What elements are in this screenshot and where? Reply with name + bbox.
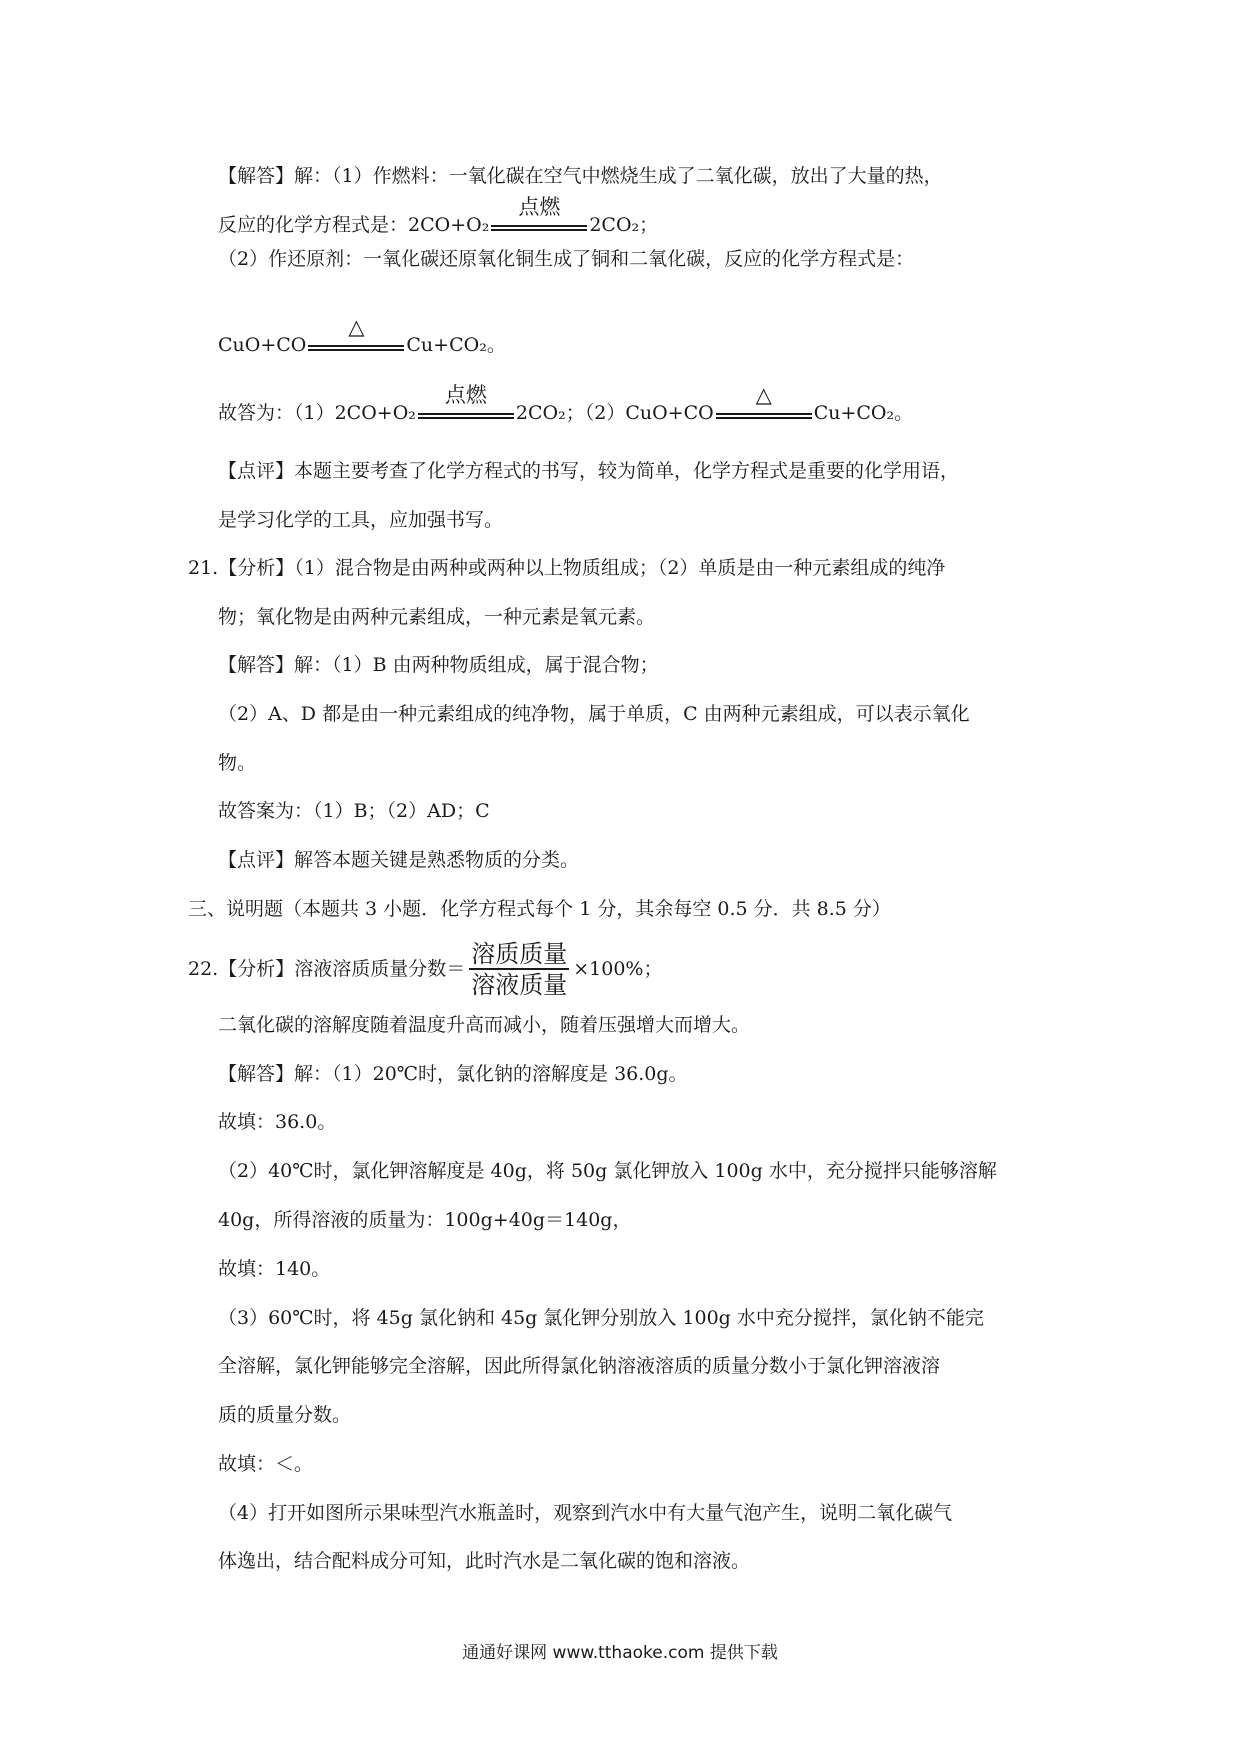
summary-part-3: Cu+CO₂。	[813, 402, 914, 424]
equation-products: 2CO₂；	[589, 214, 659, 236]
answer-part-3-continuation-2	[218, 1402, 351, 1428]
answer-text: （4）打开如图所示果味型汽水瓶盖时，观察到汽水中有大量气泡产生，说明二氧化碳气	[218, 1502, 953, 1524]
comment-text: 本题主要考查了化学方程式的书写，较为简单，化学方程式是重要的化学用语，	[294, 460, 960, 482]
answer-continuation	[218, 750, 256, 776]
answer-text: 体逸出，结合配料成分可知，此时汽水是二氧化碳的饱和溶液。	[218, 1550, 751, 1572]
equation-reactants: 反应的化学方程式是：2CO+O₂	[218, 214, 490, 236]
fill-answer-2	[218, 1256, 330, 1282]
formula-numerator: 溶质质量	[471, 940, 568, 968]
condition-ignite: 点燃	[444, 383, 487, 407]
answer-part-3	[218, 1305, 984, 1331]
comment-paragraph-20	[218, 458, 959, 484]
analysis-paragraph-21	[188, 555, 945, 581]
answer-part-3-continuation	[218, 1353, 940, 1379]
answer-label: 【解答】	[218, 1063, 295, 1085]
answer-summary-20	[218, 383, 914, 426]
answer-text: 物。	[218, 752, 257, 774]
comment-continuation	[218, 507, 503, 533]
condition-heat: △	[348, 315, 365, 339]
answer-text: 解：（1）作燃料：一氧化碳在空气中燃烧生成了二氧化碳，放出了大量的热，	[294, 165, 943, 187]
reaction-arrow	[714, 383, 814, 426]
comment-text: 是学习化学的工具，应加强书写。	[218, 509, 504, 531]
comment-text: 解答本题关键是熟悉物质的分类。	[294, 849, 580, 871]
answer-text: 全溶解，氯化钾能够完全溶解，因此所得氯化钠溶液溶质的质量分数小于氯化钾溶液溶	[218, 1355, 941, 1377]
formula-denominator: 溶液质量	[471, 971, 568, 999]
condition-ignite: 点燃	[518, 195, 561, 219]
fill-answer-3	[218, 1451, 313, 1477]
analysis-continuation	[218, 1012, 750, 1038]
page-footer: 通通好课网 www.tthaoke.com 提供下载	[462, 1643, 778, 1663]
answer-text: （2）作还原剂：一氧化碳还原氧化铜生成了铜和二氧化碳，反应的化学方程式是：	[218, 248, 915, 270]
answer-text: 解：（1）20℃时，氯化钠的溶解度是 36.0g。	[294, 1063, 688, 1085]
fill-text: 故填：140。	[218, 1258, 331, 1280]
summary-part-1: 故答为：（1）2CO+O₂	[218, 402, 416, 424]
summary-text: 故答案为：（1）B；（2）AD；C	[218, 800, 490, 822]
answer-text: 解：（1）B 由两种物质组成，属于混合物；	[294, 654, 659, 676]
analysis-text: （1）混合物是由两种或两种以上物质组成；（2）单质是由一种元素组成的纯净	[294, 557, 946, 579]
answer-part-2-continuation	[218, 1207, 631, 1233]
answer-paragraph-2	[218, 246, 914, 272]
mass-fraction-formula	[469, 940, 569, 1000]
answer-text: （2）A、D 都是由一种元素组成的纯净物，属于单质，C 由两种元素组成，可以表示氧化	[218, 703, 970, 725]
answer-label: 【解答】	[218, 654, 295, 676]
analysis-continuation	[218, 604, 655, 630]
fill-text: 故填：36.0。	[218, 1111, 337, 1133]
answer-paragraph-21-2	[218, 701, 970, 727]
section-title: 三、说明题（本题共 3 小题．化学方程式每个 1 分，其余每空 0.5 分．共 8.5 分）	[188, 898, 891, 920]
analysis-paragraph-22	[188, 939, 663, 999]
equation-line-2	[218, 315, 506, 358]
equation-products: Cu+CO₂。	[406, 334, 506, 356]
answer-label: 【解答】	[218, 165, 295, 187]
fill-answer-1	[218, 1109, 336, 1135]
formula-prefix: 溶液溶质质量分数＝	[294, 958, 466, 980]
fill-text: 故填：＜。	[218, 1453, 314, 1475]
reaction-arrow	[306, 315, 406, 358]
analysis-label: 【分析】	[218, 958, 295, 980]
answer-summary-21	[218, 798, 490, 824]
reaction-arrow	[416, 383, 516, 426]
comment-label: 【点评】	[218, 460, 295, 482]
section-heading	[188, 896, 891, 922]
question-number: 21.	[188, 557, 219, 579]
answer-paragraph-1	[218, 163, 943, 189]
answer-text: 质的质量分数。	[218, 1404, 352, 1426]
answer-part-4	[218, 1500, 952, 1526]
analysis-text: 物；氧化物是由两种元素组成，一种元素是氧元素。	[218, 606, 656, 628]
analysis-label: 【分析】	[218, 557, 295, 579]
answer-text: 40g，所得溶液的质量为：100g+40g＝140g，	[218, 1209, 632, 1231]
question-number: 22.	[188, 958, 219, 980]
equation-reactants: CuO+CO	[218, 334, 307, 356]
answer-text: （2）40℃时，氯化钾溶解度是 40g，将 50g 氯化钾放入 100g 水中，充分搅拌只能够溶解	[218, 1160, 997, 1182]
answer-text: （3）60℃时，将 45g 氯化钠和 45g 氯化钾分别放入 100g 水中充分搅拌，氯化钠不能完	[218, 1307, 984, 1329]
comment-label: 【点评】	[218, 849, 295, 871]
answer-part-2	[218, 1158, 997, 1184]
answer-part-4-continuation	[218, 1548, 750, 1574]
formula-suffix: ×100%；	[573, 958, 663, 980]
analysis-text: 二氧化碳的溶解度随着温度升高而减小，随着压强增大而增大。	[218, 1014, 751, 1036]
comment-paragraph-21	[218, 847, 579, 873]
summary-part-2: 2CO₂；（2）CuO+CO	[515, 402, 714, 424]
answer-paragraph-22	[218, 1061, 688, 1087]
equation-line-1	[218, 195, 659, 238]
reaction-arrow	[489, 195, 589, 238]
condition-heat: △	[755, 383, 772, 407]
answer-paragraph-21	[218, 652, 659, 678]
